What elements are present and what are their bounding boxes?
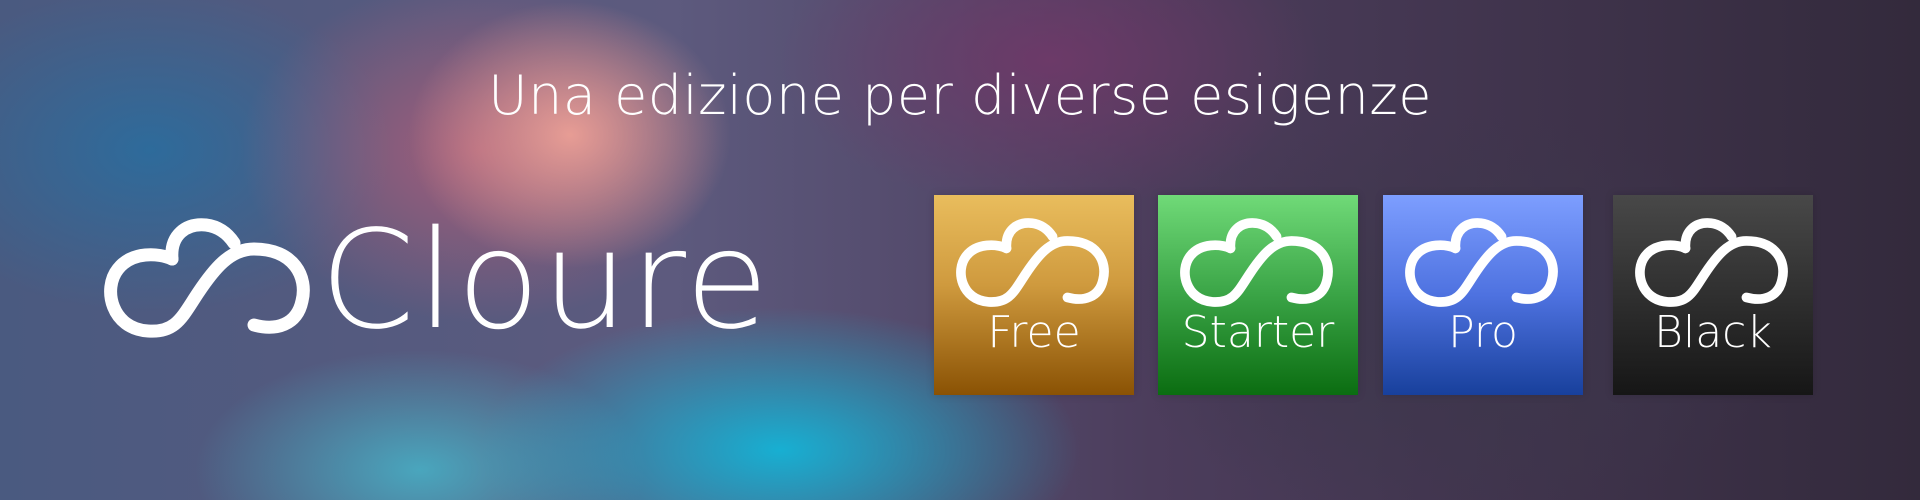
cloud-infinity-icon — [1635, 217, 1791, 311]
edition-label: Starter — [1181, 307, 1335, 358]
edition-tile-black[interactable] — [1613, 195, 1813, 395]
brand-logo — [104, 202, 824, 360]
edition-tile-free[interactable] — [934, 195, 1134, 395]
cloud-infinity-icon — [1405, 217, 1561, 311]
edition-label: Black — [1654, 307, 1772, 358]
cloud-infinity-icon — [104, 217, 314, 343]
cloud-infinity-icon — [1180, 217, 1336, 311]
headline: Una edizione per diverse esigenze — [488, 64, 1432, 127]
brand-name: Cloure — [320, 202, 771, 360]
edition-tile-pro[interactable] — [1383, 195, 1583, 395]
edition-tile-starter[interactable] — [1158, 195, 1358, 395]
edition-label: Free — [987, 307, 1081, 358]
edition-label: Pro — [1448, 307, 1518, 358]
cloud-infinity-icon — [956, 217, 1112, 311]
